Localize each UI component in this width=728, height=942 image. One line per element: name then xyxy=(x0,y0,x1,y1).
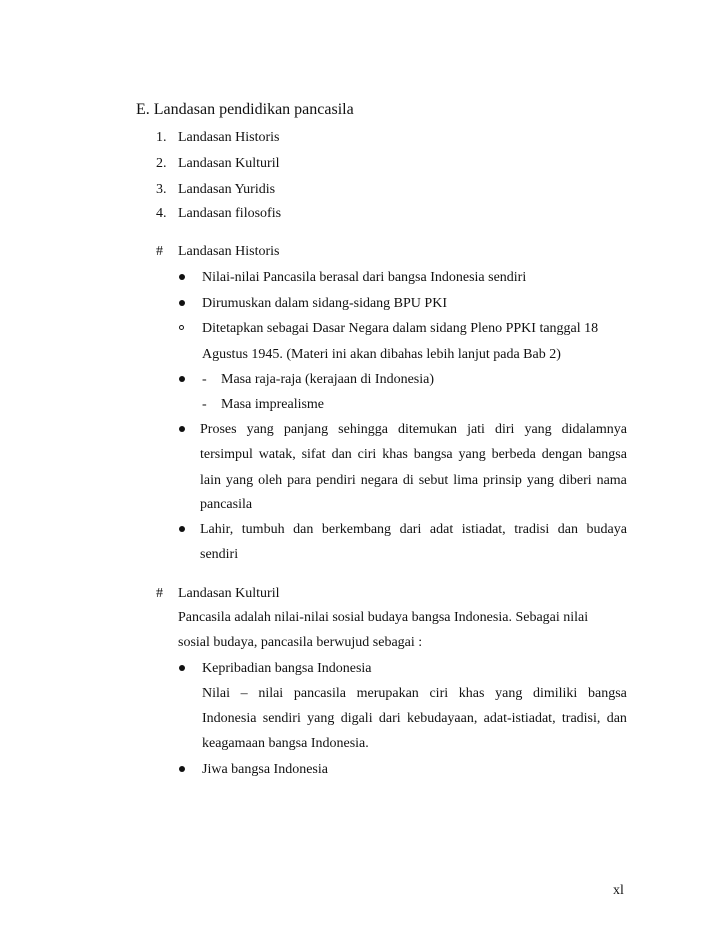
page-number: xl xyxy=(613,883,624,898)
word: Indonesia xyxy=(202,711,257,726)
word: sendiri xyxy=(262,711,301,726)
word: dengan xyxy=(541,447,583,462)
word: bangsa xyxy=(588,447,627,462)
bullet-icon xyxy=(179,300,185,306)
word: digali xyxy=(340,711,373,726)
word: ciri xyxy=(429,686,449,701)
bullet-icon xyxy=(179,426,185,432)
word: ditemukan xyxy=(397,422,458,437)
word: bangsa xyxy=(587,686,627,701)
word: diberi xyxy=(558,473,592,488)
word: istiadat, xyxy=(461,522,506,537)
bullet-text: Dirumuskan dalam sidang-sidang BPU PKI xyxy=(202,296,447,311)
word: bangsa xyxy=(413,447,453,462)
word: berkembang xyxy=(321,522,392,537)
bullet-icon xyxy=(179,665,185,671)
word: dimiliki xyxy=(532,686,578,701)
word: yang xyxy=(458,447,486,462)
subsection-heading: Landasan Kulturil xyxy=(178,586,280,601)
word: khas xyxy=(458,686,485,701)
section-title: E. Landasan pendidikan pancasila xyxy=(136,101,354,118)
list-item: Landasan Yuridis xyxy=(178,182,276,197)
word: tradisi xyxy=(514,522,550,537)
list-item: Landasan Kulturil xyxy=(178,156,280,171)
word: yang xyxy=(246,422,274,437)
word: sebut xyxy=(418,473,449,488)
word: negara xyxy=(360,473,398,488)
word: lima xyxy=(453,473,479,488)
bullet-text-continuation xyxy=(202,685,627,702)
word: dan xyxy=(606,711,627,726)
word: sehingga xyxy=(338,422,388,437)
word: pancasila xyxy=(293,686,346,701)
bullet-text xyxy=(200,421,627,438)
word: dan xyxy=(331,447,352,462)
word: adat-istiadat, xyxy=(483,711,556,726)
word: sifat xyxy=(301,447,326,462)
word: dari xyxy=(399,522,422,537)
word: para xyxy=(287,473,312,488)
word: didalamnya xyxy=(561,422,627,437)
word: nilai xyxy=(258,686,284,701)
word: kebudayaan, xyxy=(406,711,478,726)
bullet-icon xyxy=(179,376,185,382)
dash-marker: - xyxy=(202,397,207,412)
subsection-heading: Landasan Historis xyxy=(178,244,280,259)
word: di xyxy=(402,473,414,488)
bullet-text: Jiwa bangsa Indonesia xyxy=(202,762,328,777)
word: adat xyxy=(429,522,454,537)
word: diri xyxy=(494,422,515,437)
bullet-text-continuation: keagamaan bangsa Indonesia. xyxy=(202,736,369,751)
dash-marker: - xyxy=(202,372,207,387)
circle-bullet-icon xyxy=(179,325,184,330)
dash-item: Masa raja-raja (kerajaan di Indonesia) xyxy=(221,372,434,387)
hash-marker: # xyxy=(156,244,163,259)
word: yang xyxy=(307,711,335,726)
word: nama xyxy=(596,473,627,488)
bullet-text-continuation xyxy=(200,446,627,463)
word: tradisi, xyxy=(561,711,601,726)
word: yang xyxy=(225,473,254,488)
bullet-icon xyxy=(179,274,185,280)
list-number: 1. xyxy=(156,130,167,145)
paragraph-text: sosial budaya, pancasila berwujud sebagai : xyxy=(178,635,423,650)
word: Proses xyxy=(200,422,237,437)
word: pendiri xyxy=(316,473,356,488)
bullet-text-continuation: sendiri xyxy=(200,547,239,562)
word: dan xyxy=(557,522,578,537)
word: merupakan xyxy=(356,686,419,701)
word: oleh xyxy=(258,473,283,488)
list-item: Landasan Historis xyxy=(178,130,280,145)
list-number: 2. xyxy=(156,156,167,171)
word: yang xyxy=(524,422,552,437)
word: – xyxy=(240,686,248,701)
list-item: Landasan filosofis xyxy=(178,206,282,221)
bullet-icon xyxy=(179,526,185,532)
word: budaya xyxy=(586,522,627,537)
paragraph-text: Pancasila adalah nilai-nilai sosial budaya bangsa Indonesia. Sebagai nilai xyxy=(178,610,589,625)
word: panjang xyxy=(283,422,329,437)
list-number: 3. xyxy=(156,182,167,197)
word: dan xyxy=(293,522,314,537)
bullet-text-continuation xyxy=(200,472,627,489)
bullet-text xyxy=(200,521,627,538)
bullet-text: Nilai-nilai Pancasila berasal dari bangsa Indonesia sendiri xyxy=(202,270,527,285)
list-number: 4. xyxy=(156,206,167,221)
bullet-icon xyxy=(179,766,185,772)
bullet-text: Ditetapkan sebagai Dasar Negara dalam sidang Pleno PPKI tanggal 18 xyxy=(202,321,599,336)
word: prinsip xyxy=(483,473,522,488)
word: jati xyxy=(467,422,485,437)
word: Lahir, xyxy=(200,522,234,537)
word: yang xyxy=(526,473,555,488)
hash-marker: # xyxy=(156,586,163,601)
word: lain xyxy=(200,473,221,488)
word: Nilai xyxy=(202,686,230,701)
word: berbeda xyxy=(491,447,536,462)
bullet-text-continuation: pancasila xyxy=(200,497,253,512)
word: yang xyxy=(495,686,523,701)
bullet-text-continuation: Agustus 1945. (Materi ini akan dibahas lebih lanjut pada Bab 2) xyxy=(202,347,561,362)
word: dari xyxy=(378,711,401,726)
bullet-text-continuation xyxy=(202,710,627,727)
bullet-text: Kepribadian bangsa Indonesia xyxy=(202,661,372,676)
word: khas xyxy=(382,447,408,462)
dash-item: Masa imprealisme xyxy=(221,397,325,412)
word: tumbuh xyxy=(241,522,285,537)
word: watak, xyxy=(258,447,296,462)
word: ciri xyxy=(357,447,377,462)
word: tersimpul xyxy=(200,447,253,462)
